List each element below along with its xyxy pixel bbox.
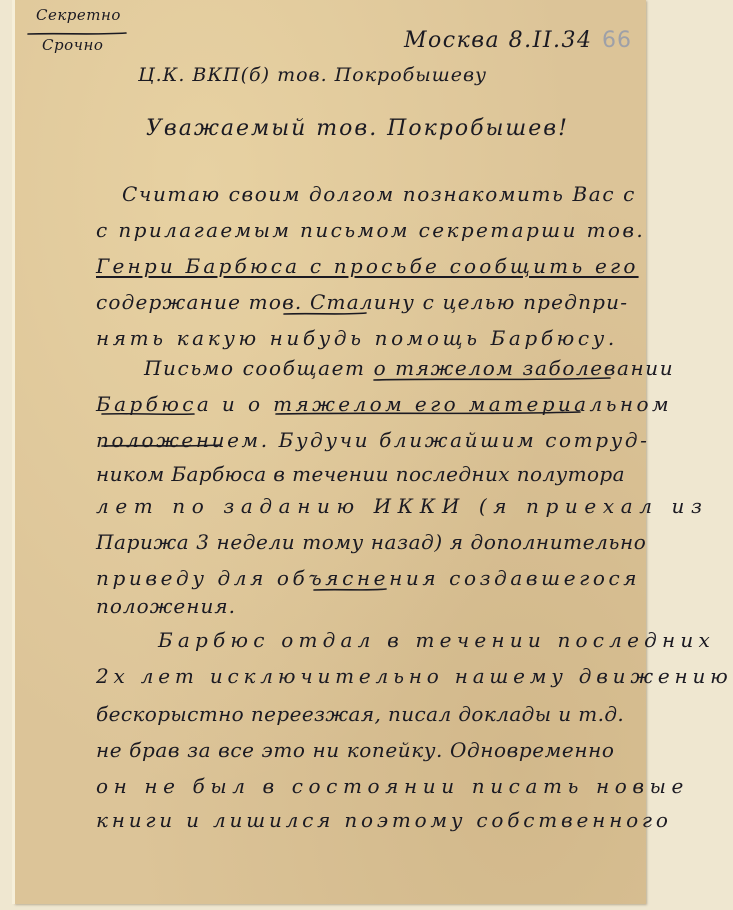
archive-page-number: 66 xyxy=(602,28,632,53)
body-line-1: Считаю своим долгом познакомить Вас с xyxy=(122,182,636,206)
body-line-11: Парижа 3 недели тому назад) я дополнительно xyxy=(96,530,647,554)
body-line-7: Барбюса и о тяжелом его материальном xyxy=(96,392,672,416)
body-line-19: книги и лишился поэтому собственного xyxy=(96,808,672,832)
body-line-16: бескорыстно переезжая, писал доклады и т.д. xyxy=(96,702,625,726)
body-line-9: ником Барбюса в течении последних полутора xyxy=(96,462,625,486)
place-and-date: Москва 8.II.34 xyxy=(404,28,593,53)
corner-note-urgent: Срочно xyxy=(42,36,104,54)
body-line-12: приведу для объяснения создавшегося xyxy=(96,566,641,590)
body-line-4: содержание тов. Сталину с целью предпри- xyxy=(96,290,629,314)
body-line-8: положением. Будучи ближайшим сотруд- xyxy=(96,428,650,452)
body-line-17: не брав за все это ни копейку. Одновременно xyxy=(96,738,615,762)
addressee: Ц.К. ВКП(б) тов. Покробышеву xyxy=(138,64,488,86)
body-line-14: Барбюс отдал в течении последних xyxy=(158,628,715,652)
corner-note-secret: Секретно xyxy=(36,6,121,24)
body-line-2: с прилагаемым письмом секретарши тов. xyxy=(96,218,646,242)
body-line-10: лет по заданию ИККИ (я приехал из xyxy=(96,494,709,518)
underline-corner-note xyxy=(28,33,126,34)
body-line-13: положения. xyxy=(96,594,236,618)
body-line-6: Письмо сообщает о тяжелом заболевании xyxy=(144,356,675,380)
body-line-15: 2х лет исключительно нашему движению xyxy=(96,664,733,688)
body-line-3: Генри Барбюса с просьбе сообщить его xyxy=(96,254,639,278)
salutation: Уважаемый тов. Покробышев! xyxy=(146,116,569,141)
body-line-5: нять какую нибудь помощь Барбюсу. xyxy=(96,326,618,350)
body-line-18: он не был в состоянии писать новые xyxy=(96,774,689,798)
letter-sheet xyxy=(14,0,733,904)
